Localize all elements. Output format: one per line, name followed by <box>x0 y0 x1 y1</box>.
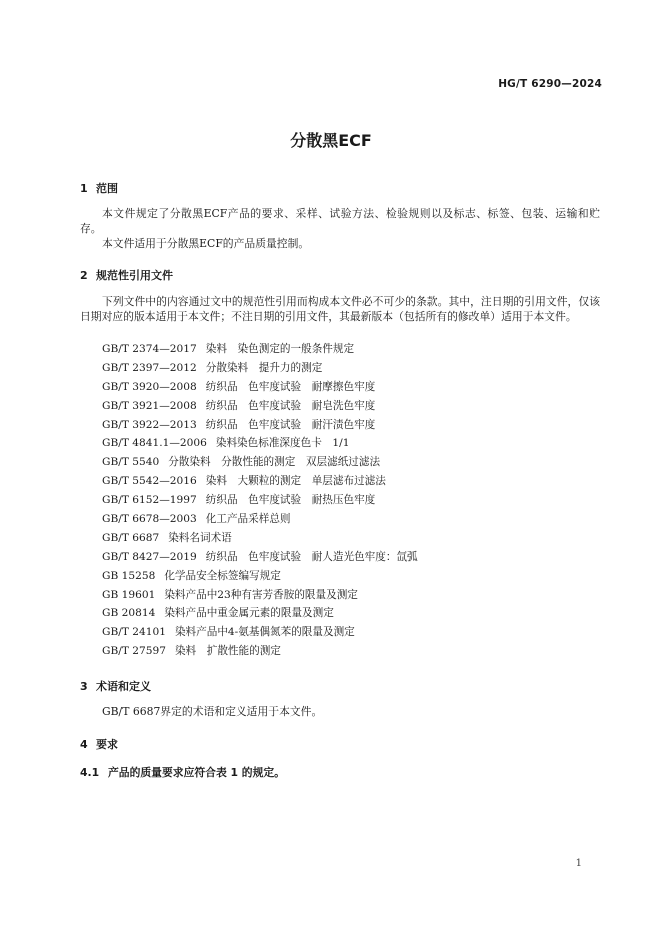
list-item <box>102 491 418 510</box>
section-title: 范围 <box>96 182 118 195</box>
reference-code: GB/T 6152—1997 <box>102 494 197 507</box>
scope-paragraph-2: 本文件适用于分散黑ECF的产品质量控制。 <box>102 237 310 250</box>
reference-title: 纺织品 色牢度试验 耐汗渍色牢度 <box>205 418 376 431</box>
clause-number: 4.1 <box>80 766 100 779</box>
section-1-heading <box>80 180 118 196</box>
reference-code: GB/T 3922—2013 <box>102 418 197 431</box>
section-4-heading <box>80 736 118 752</box>
standard-code: HG/T 6290—2024 <box>498 78 602 90</box>
reference-title: 纺织品 色牢度试验 耐人造光色牢度：氙弧 <box>205 550 418 563</box>
reference-title: 染料产品中23种有害芳香胺的限量及测定 <box>164 588 358 601</box>
section-number: 3 <box>80 680 88 693</box>
reference-code: GB/T 24101 <box>102 626 166 639</box>
reference-title: 染料 扩散性能的测定 <box>174 645 281 658</box>
list-item <box>102 340 418 359</box>
reference-code: GB/T 27597 <box>102 645 166 658</box>
section-title: 术语和定义 <box>96 680 151 693</box>
list-item <box>102 623 418 642</box>
reference-title: 化工产品采样总则 <box>205 513 291 526</box>
reference-title: 纺织品 色牢度试验 耐摩擦色牢度 <box>205 380 376 393</box>
list-item <box>102 510 418 529</box>
reference-title: 分散染料 分散性能的测定 双层滤纸过滤法 <box>168 456 381 469</box>
reference-title: 纺织品 色牢度试验 耐热压色牢度 <box>205 494 376 507</box>
section-3-heading <box>80 678 151 694</box>
reference-list <box>102 340 418 661</box>
clause-text: 产品的质量要求应符合表 1 的规定。 <box>108 766 285 779</box>
section-number: 2 <box>80 269 88 282</box>
list-item <box>102 567 418 586</box>
list-item <box>102 416 418 435</box>
reference-code: GB/T 4841.1—2006 <box>102 437 207 450</box>
terms-paragraph: GB/T 6687界定的术语和定义适用于本文件。 <box>102 705 323 718</box>
reference-title: 染料名词术语 <box>168 531 232 544</box>
reference-title: 染料 染色测定的一般条件规定 <box>205 343 355 355</box>
section-title: 规范性引用文件 <box>96 269 173 282</box>
reference-title: 染料产品中4-氨基偶氮苯的限量及测定 <box>174 626 355 639</box>
reference-code: GB 20814 <box>102 607 156 620</box>
reference-code: GB/T 3920—2008 <box>102 380 197 393</box>
list-item <box>102 642 418 661</box>
reference-code: GB/T 2397—2012 <box>102 361 197 374</box>
reference-code: GB/T 2374—2017 <box>102 343 197 355</box>
reference-title: 染料染色标准深度色卡 1/1 <box>215 437 350 450</box>
list-item <box>102 397 418 416</box>
reference-code: GB/T 8427—2019 <box>102 550 197 563</box>
list-item <box>102 434 418 453</box>
reference-title: 化学品安全标签编写规定 <box>164 569 281 582</box>
scope-paragraph-1: 本文件规定了分散黑ECF产品的要求、采样、试验方法、检验规则以及标志、标签、包装、运输和贮存。 <box>80 207 600 235</box>
reference-title: 纺织品 色牢度试验 耐皂洗色牢度 <box>205 399 376 412</box>
list-item <box>102 472 418 491</box>
reference-code: GB/T 6687 <box>102 531 160 544</box>
reference-code: GB/T 6678—2003 <box>102 513 197 526</box>
reference-code: GB 15258 <box>102 569 156 582</box>
list-item <box>102 529 418 548</box>
list-item <box>102 378 418 397</box>
normative-intro: 下列文件中的内容通过文中的规范性引用而构成本文件必不可少的条款。其中，注日期的引用文件，仅该日期对应的版本适用于本文件；不注日期的引用文件，其最新版本（包括所有的修改单）适用于本文件。 <box>80 295 600 323</box>
reference-code: GB/T 5540 <box>102 456 160 469</box>
list-item <box>102 359 418 378</box>
section-2-heading <box>80 267 173 283</box>
reference-code: GB 19601 <box>102 588 156 601</box>
list-item <box>102 548 418 567</box>
reference-title: 分散染料 提升力的测定 <box>205 361 323 374</box>
list-item <box>102 586 418 605</box>
section-title: 要求 <box>96 738 118 751</box>
reference-title: 染料产品中重金属元素的限量及测定 <box>164 607 334 620</box>
page-number: 1 <box>575 858 582 869</box>
section-number: 1 <box>80 182 88 195</box>
requirement-4-1 <box>80 765 285 780</box>
document-title: 分散黑ECF <box>290 131 372 150</box>
list-item <box>102 604 418 623</box>
reference-title: 染料 大颗粒的测定 单层滤布过滤法 <box>205 475 386 488</box>
reference-code: GB/T 5542—2016 <box>102 475 197 488</box>
section-number: 4 <box>80 738 88 751</box>
list-item <box>102 453 418 472</box>
reference-code: GB/T 3921—2008 <box>102 399 197 412</box>
